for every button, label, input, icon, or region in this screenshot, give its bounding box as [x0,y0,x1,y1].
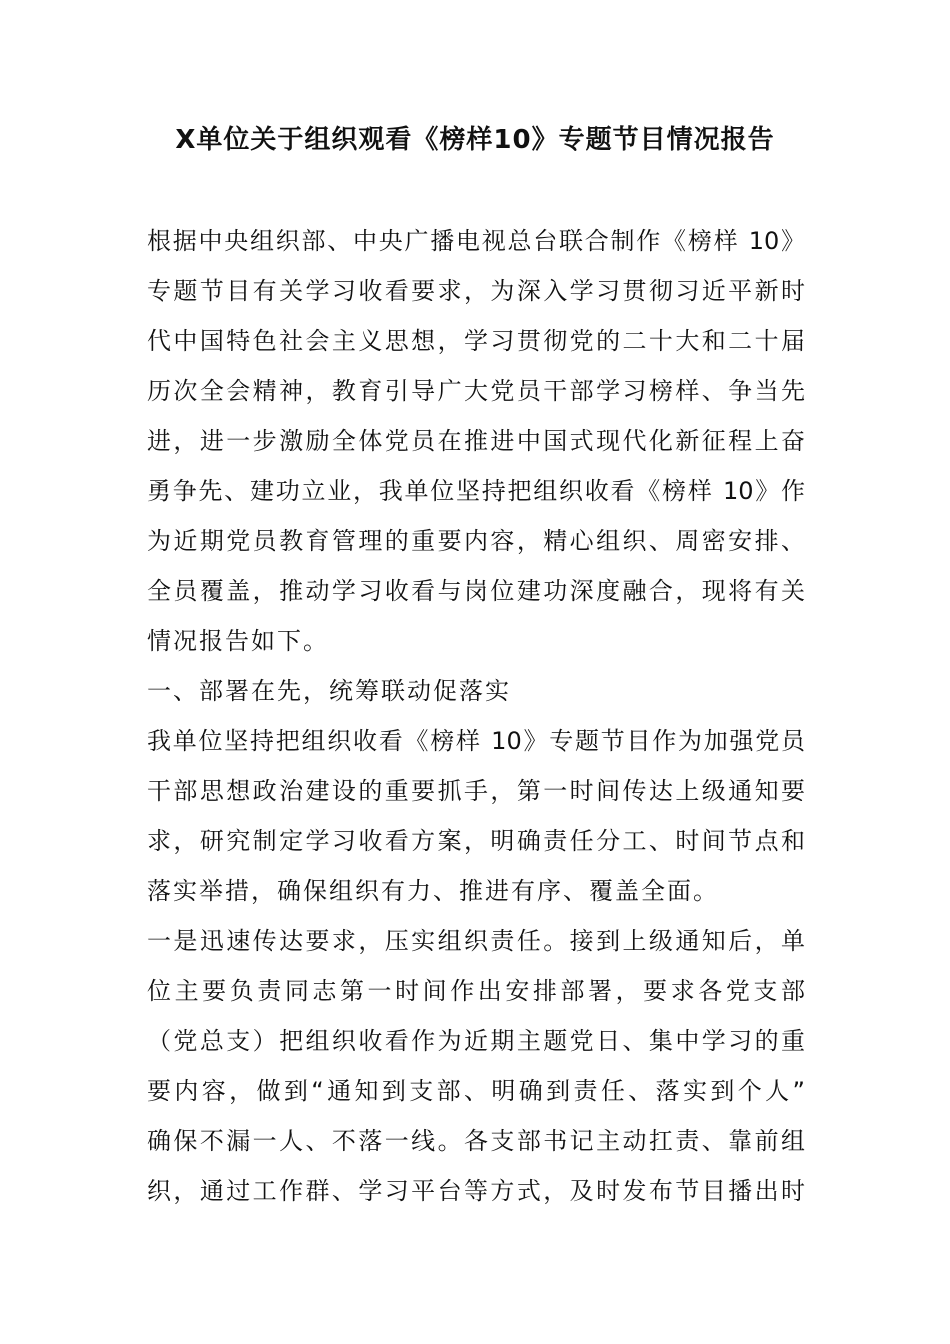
paragraph-3-line-5: 确保不漏一人、不落一线。各支部书记主动扛责、靠前组 [147,1127,805,1155]
paragraph-1-line-9: 情况报告如下。 [147,627,329,655]
paragraph-1-line-8: 全员覆盖，推动学习收看与岗位建功深度融合，现将有关 [147,577,805,605]
paragraph-1-line-4: 历次全会精神，教育引导广大党员干部学习榜样、争当先 [147,377,805,405]
document-title: X单位关于组织观看《榜样10》专题节目情况报告 [175,125,775,155]
paragraph-1-line-5: 进，进一步激励全体党员在推进中国式现代化新征程上奋 [147,427,805,455]
paragraph-1-line-3: 代中国特色社会主义思想，学习贯彻党的二十大和二十届 [147,327,805,355]
paragraph-1-line-6: 勇争先、建功立业，我单位坚持把组织收看《榜样 10》作 [147,477,805,505]
paragraph-3-line-6: 织，通过工作群、学习平台等方式，及时发布节目播出时 [147,1177,805,1205]
paragraph-3-line-4: 要内容，做到“通知到支部、明确到责任、落实到个人” [147,1077,805,1105]
paragraph-2-line-2: 干部思想政治建设的重要抓手，第一时间传达上级通知要 [147,777,805,805]
paragraph-3-line-2: 位主要负责同志第一时间作出安排部署，要求各党支部 [147,977,805,1005]
paragraph-1-line-2: 专题节目有关学习收看要求，为深入学习贯彻习近平新时 [147,277,805,305]
paragraph-3-line-1: 一是迅速传达要求，压实组织责任。接到上级通知后，单 [147,927,805,955]
paragraph-3-line-3: （党总支）把组织收看作为近期主题党日、集中学习的重 [147,1027,805,1055]
paragraph-1-line-1: 根据中央组织部、中央广播电视总台联合制作《榜样 10》 [147,227,805,255]
section-heading-1: 一、部署在先，统筹联动促落实 [147,677,511,705]
paragraph-2-line-1: 我单位坚持把组织收看《榜样 10》专题节目作为加强党员 [147,727,805,755]
paragraph-2-line-3: 求，研究制定学习收看方案，明确责任分工、时间节点和 [147,827,805,855]
paragraph-2-line-4: 落实举措，确保组织有力、推进有序、覆盖全面。 [147,877,719,905]
paragraph-1-line-7: 为近期党员教育管理的重要内容，精心组织、周密安排、 [147,527,805,555]
